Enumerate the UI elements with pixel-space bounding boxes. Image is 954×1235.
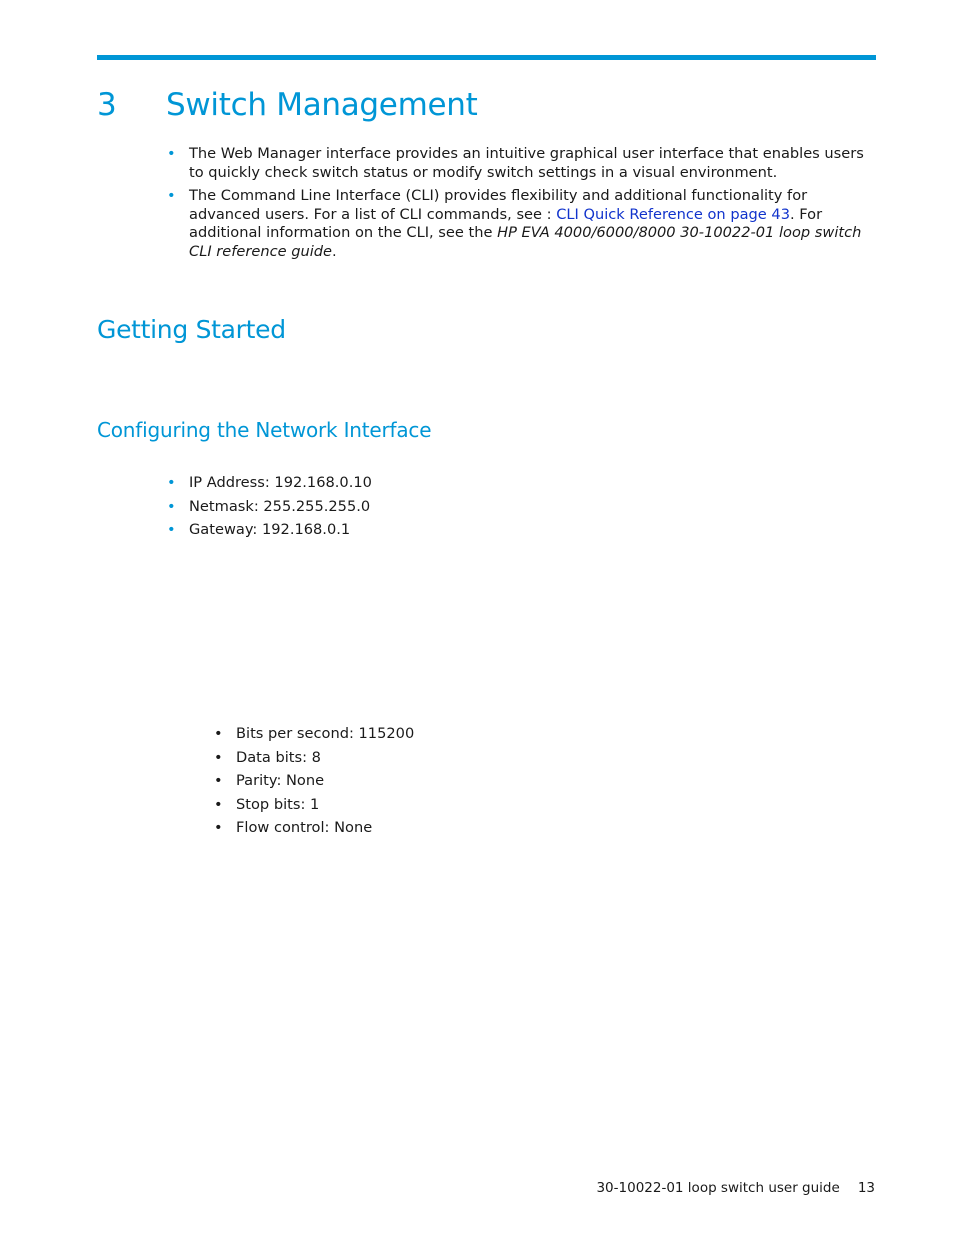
serial-bits-per-second: Bits per second: 115200 <box>236 725 415 742</box>
bullet-icon: • <box>167 521 176 538</box>
bullet-icon: • <box>167 187 176 204</box>
bullet-icon: • <box>214 795 223 813</box>
bullet-icon: • <box>167 497 176 515</box>
network-defaults-list <box>167 474 372 545</box>
network-gateway: Gateway: 192.168.0.1 <box>189 521 351 538</box>
subsection-heading-network-interface: Configuring the Network Interface <box>97 418 432 442</box>
intro-bullet-list <box>167 145 877 266</box>
chapter-rule <box>97 55 876 60</box>
footer-page-number: 13 <box>857 1180 875 1196</box>
list-item <box>214 772 414 791</box>
bullet-icon: • <box>214 748 223 766</box>
serial-data-bits: Data bits: 8 <box>236 748 321 766</box>
chapter-heading <box>97 83 477 127</box>
serial-stop-bits: Stop bits: 1 <box>236 795 320 813</box>
section-heading-getting-started: Getting Started <box>97 314 286 344</box>
bullet-icon: • <box>214 772 223 789</box>
bullet-icon: • <box>167 474 176 491</box>
chapter-number: 3 <box>97 86 117 123</box>
list-item <box>167 498 372 517</box>
chapter-title: Switch Management <box>166 86 478 123</box>
bullet-text-part: The Command Line Interface (CLI) provides flexibility and additional functionality for advanced users. For a list of CLI commands, see : <box>189 187 808 223</box>
serial-flow-control: Flow control: None <box>236 819 373 836</box>
bullet-text: The Web Manager interface provides an intuitive graphical user interface that enables users to quickly check switch status or modify switch settings in a visual environment. <box>189 145 864 181</box>
serial-parity: Parity: None <box>236 772 325 789</box>
bullet-icon: • <box>214 725 223 742</box>
page-footer <box>596 1180 875 1196</box>
network-ip-address: IP Address: 192.168.0.10 <box>189 474 372 491</box>
bullet-text-part: . For additional information on the CLI, see the <box>189 205 823 241</box>
list-item <box>214 819 414 838</box>
list-item <box>167 474 372 493</box>
cli-quick-reference-link[interactable]: CLI Quick Reference on page 43 <box>556 205 790 223</box>
list-item <box>214 796 414 815</box>
bullet-text-part: . <box>332 242 337 260</box>
bullet-icon: • <box>214 819 223 836</box>
bullet-icon: • <box>167 145 176 162</box>
intro-bullet-web-manager <box>167 145 877 182</box>
list-item <box>214 749 414 768</box>
network-netmask: Netmask: 255.255.255.0 <box>189 497 371 515</box>
cli-reference-guide-title: HP EVA 4000/6000/8000 30-10022-01 loop switch CLI reference guide <box>189 224 862 260</box>
footer-doc-title: 30-10022-01 loop switch user guide <box>596 1180 840 1196</box>
intro-bullet-cli <box>167 187 877 261</box>
serial-settings-list <box>214 725 414 843</box>
list-item <box>167 521 372 540</box>
list-item <box>214 725 414 744</box>
